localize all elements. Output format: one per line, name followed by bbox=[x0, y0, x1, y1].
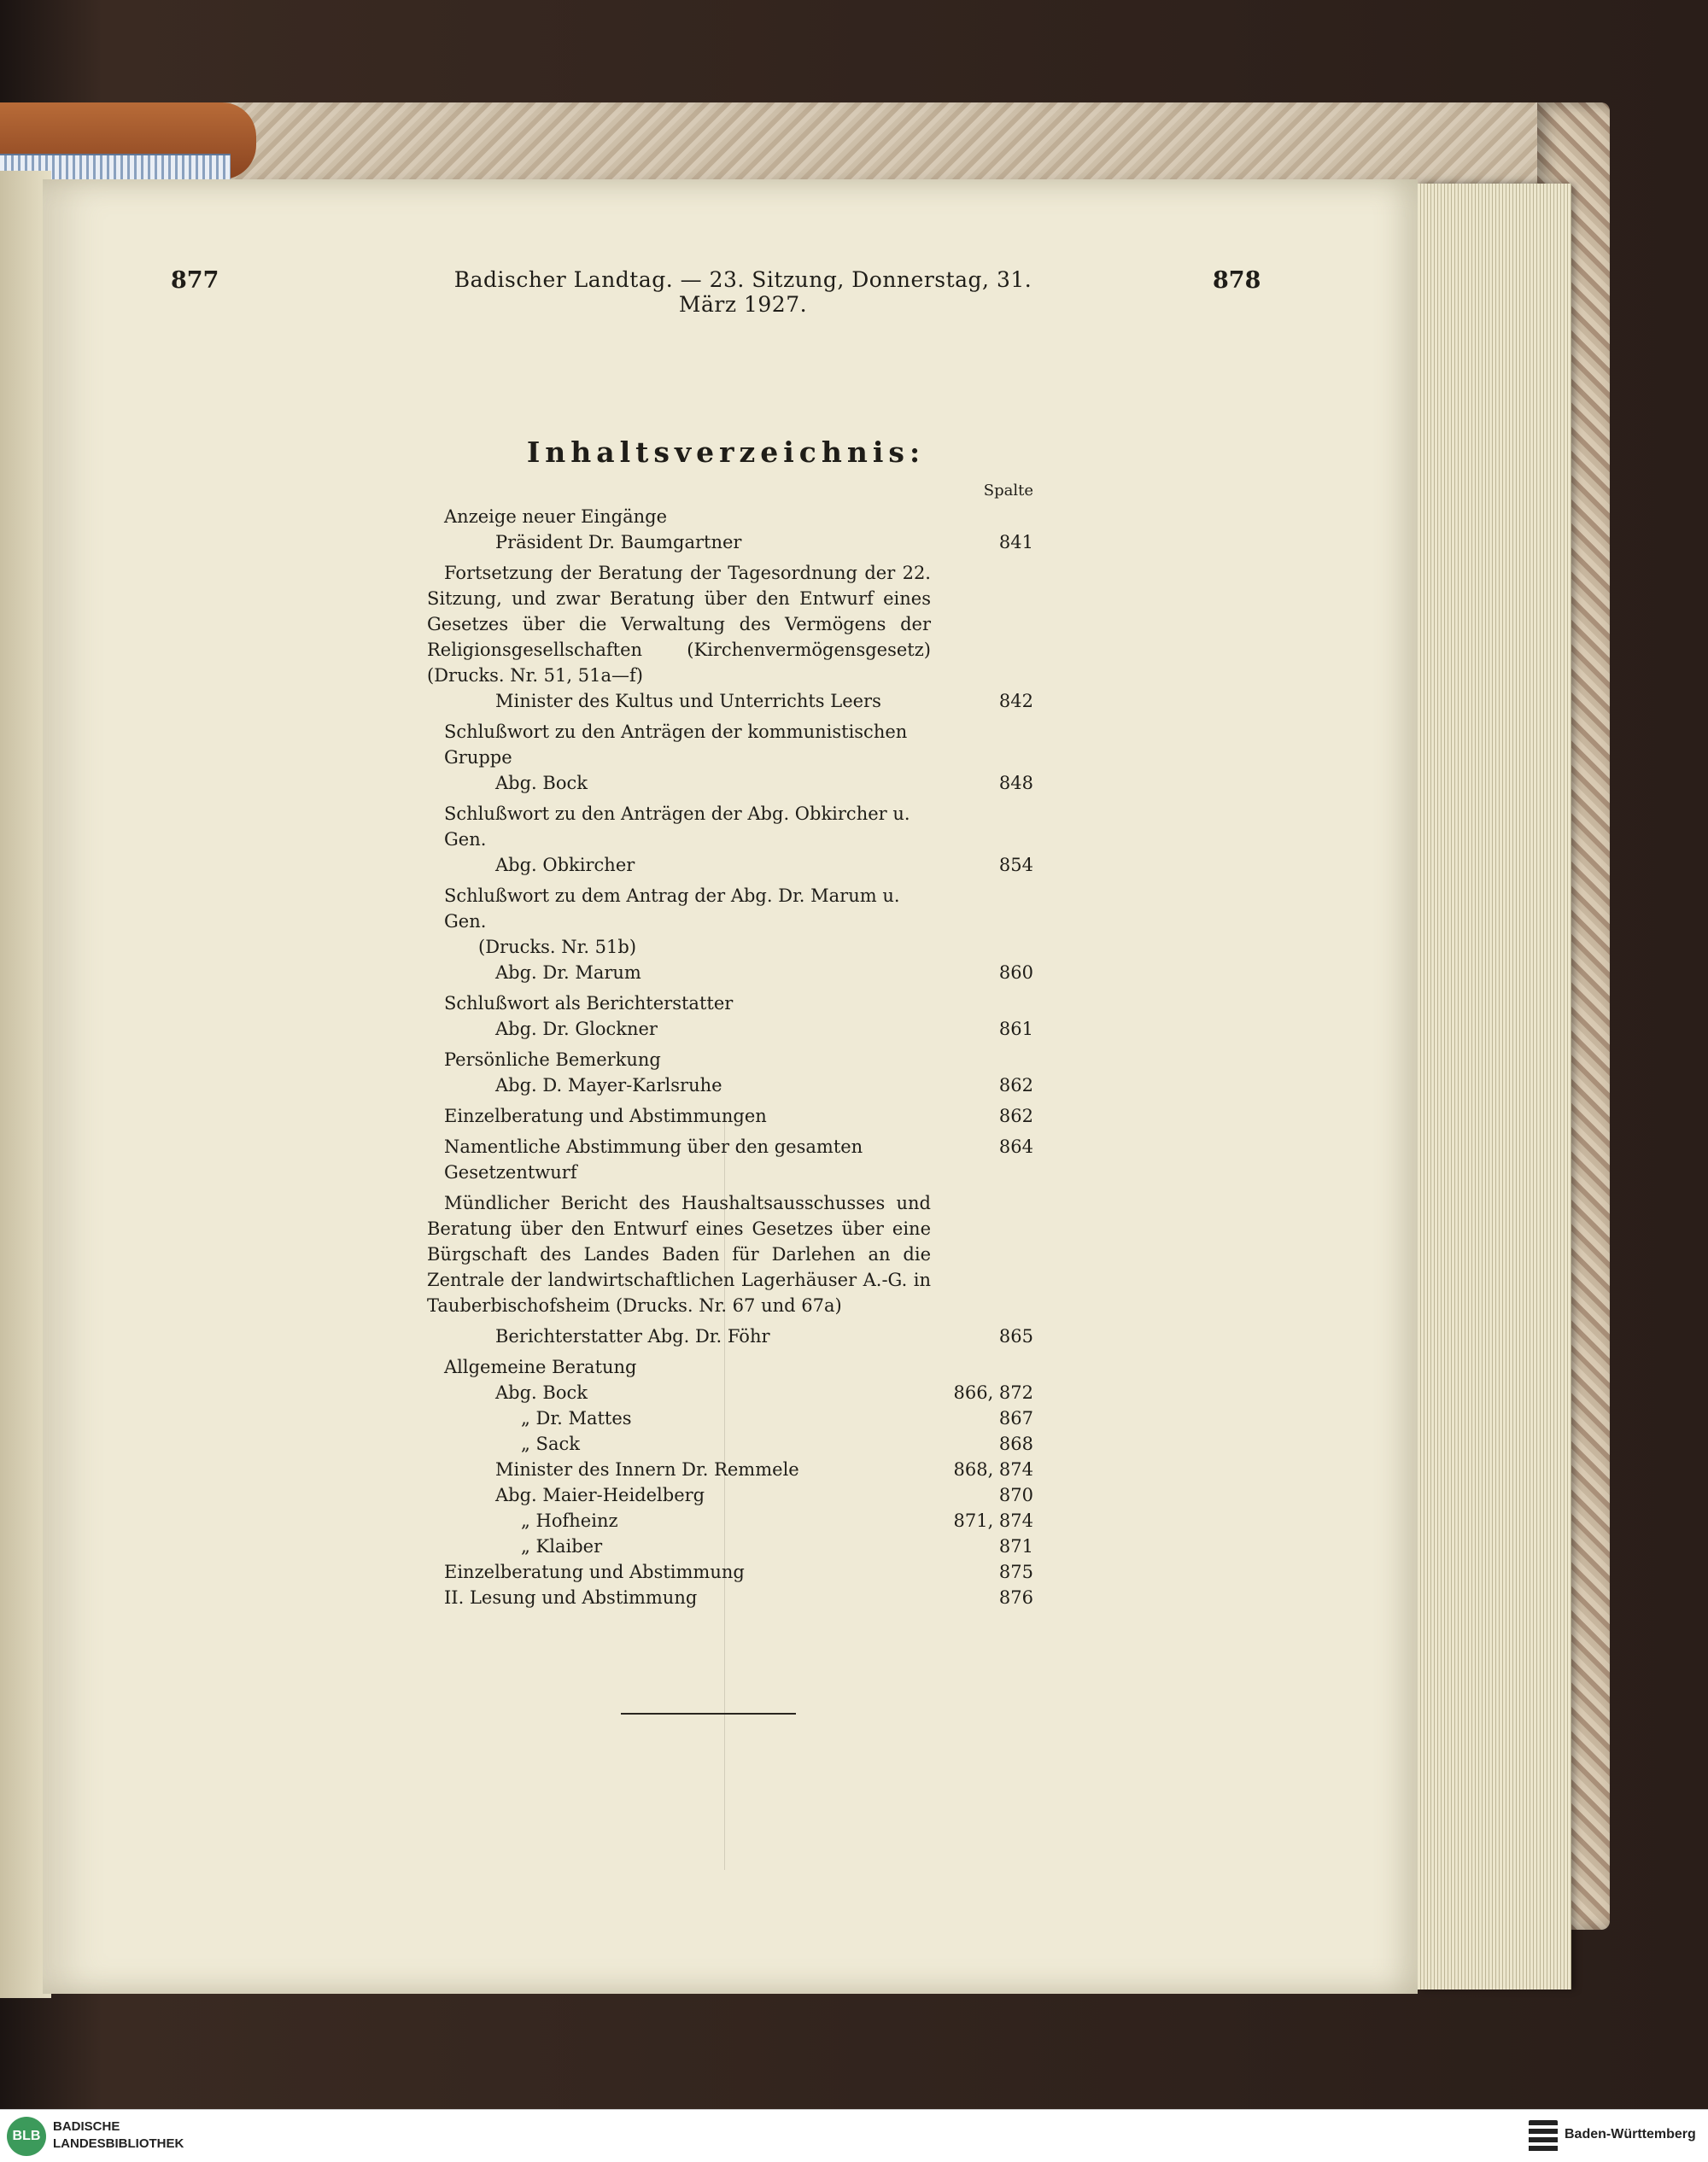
toc-entry bbox=[427, 1354, 1033, 1380]
running-head bbox=[43, 267, 1418, 317]
column-header bbox=[427, 478, 1033, 504]
toc-entry bbox=[427, 1134, 1033, 1185]
toc-entry bbox=[427, 801, 1033, 852]
toc-entry-col: 871, 874 bbox=[953, 1510, 1033, 1531]
closing-rule bbox=[621, 1713, 796, 1715]
toc-entry-text: Fortsetzung der Beratung der Tagesordnung der 22. Sitzung, und zwar Beratung über den Entwurf eines Gesetzes über die Verwaltung des Vermögens der Religionsgesellschaften (Kirchenvermögensgesetz) (Drucks. Nr. 51, 51a—f) bbox=[427, 563, 931, 686]
toc-entry bbox=[427, 1534, 1033, 1559]
toc-entry-text: Einzelberatung und Abstimmungen bbox=[444, 1106, 767, 1126]
toc-entry-col: 867 bbox=[998, 1408, 1033, 1429]
toc-entry-col: 868, 874 bbox=[953, 1459, 1033, 1480]
page-number-right: 878 bbox=[1213, 267, 1261, 294]
toc-entry bbox=[427, 1190, 1033, 1318]
toc-entry-text: Abg. Bock bbox=[495, 773, 588, 793]
toc-entry-col: 866, 872 bbox=[953, 1382, 1033, 1403]
toc-entry bbox=[427, 934, 1033, 960]
library-name-line1: BADISCHE bbox=[53, 2119, 120, 2134]
toc-entry-col: 864 bbox=[998, 1137, 1033, 1157]
toc-entry bbox=[427, 1323, 1033, 1349]
toc-entry bbox=[427, 1380, 1033, 1405]
toc-entry-text: Abg. Maier-Heidelberg bbox=[495, 1485, 705, 1505]
toc-entry-col: 875 bbox=[998, 1562, 1033, 1582]
toc-entry-text: II. Lesung und Abstimmung bbox=[444, 1587, 698, 1608]
toc-entry bbox=[427, 560, 1033, 688]
toc-entry-text: Schlußwort als Berichterstatter bbox=[444, 993, 734, 1014]
toc-entry bbox=[427, 1047, 1033, 1072]
toc-entry-col: 854 bbox=[998, 855, 1033, 875]
page-edges bbox=[1418, 184, 1571, 1990]
library-name-line2: LANDESBIBLIOTHEK bbox=[53, 2136, 184, 2151]
toc-entry-text: Berichterstatter Abg. Dr. Föhr bbox=[495, 1326, 770, 1347]
toc-entry-text: Namentliche Abstimmung über den gesamten Gesetzentwurf bbox=[444, 1137, 863, 1183]
toc-entry-text: Minister des Kultus und Unterrichts Leers bbox=[495, 691, 881, 711]
library-name bbox=[53, 2118, 184, 2153]
toc-entry-text: Allgemeine Beratung bbox=[444, 1357, 637, 1377]
toc-entry bbox=[427, 990, 1033, 1016]
toc-entry-col: 861 bbox=[998, 1019, 1033, 1039]
state-name: Baden-Württemberg bbox=[1565, 2127, 1696, 2142]
footer-bar bbox=[0, 2109, 1708, 2162]
toc-title: Inhaltsverzeichnis: bbox=[526, 435, 926, 469]
toc-entry-text: Schlußwort zu dem Antrag der Abg. Dr. Marum u. Gen. bbox=[444, 885, 900, 932]
toc-entry-col: 870 bbox=[998, 1485, 1033, 1505]
toc-entry-text: Persönliche Bemerkung bbox=[444, 1049, 661, 1070]
toc-entry-col: 848 bbox=[998, 773, 1033, 793]
toc-entry bbox=[427, 1482, 1033, 1508]
toc-entry bbox=[427, 1072, 1033, 1098]
toc-entry-text: (Drucks. Nr. 51b) bbox=[478, 937, 637, 957]
toc-entry-text: Minister des Innern Dr. Remmele bbox=[495, 1459, 799, 1480]
running-title: Badischer Landtag. — 23. Sitzung, Donnerstag, 31. März 1927. bbox=[453, 267, 1032, 317]
toc-entry-text: Mündlicher Bericht des Haushaltsausschusses und Beratung über den Entwurf eines Gesetzes über eine Bürgschaft des Landes Baden für Darlehen an die Zentrale der landwirtschaftlichen Lagerhäuser A.-G. in Tauberbischofsheim (Drucks. Nr. 67 und 67a) bbox=[427, 1193, 931, 1316]
toc-entry-text: Abg. Dr. Marum bbox=[495, 962, 641, 983]
toc-entry-text: Anzeige neuer Eingänge bbox=[444, 506, 667, 527]
toc-entry bbox=[427, 883, 1033, 934]
toc-entry-text: Abg. Obkircher bbox=[495, 855, 635, 875]
toc-entry-text: „ Dr. Mattes bbox=[521, 1408, 632, 1429]
toc-entry-col: 868 bbox=[998, 1434, 1033, 1454]
toc-entry bbox=[427, 529, 1033, 555]
toc-entry-text: „ Klaiber bbox=[521, 1536, 603, 1557]
toc-entry-col: 871 bbox=[998, 1536, 1033, 1557]
toc-entry-col: 860 bbox=[998, 962, 1033, 983]
toc-entry bbox=[427, 719, 1033, 770]
toc-list bbox=[427, 478, 1033, 1610]
bw-coat-of-arms-icon bbox=[1529, 2120, 1558, 2153]
toc-entry-text: Präsident Dr. Baumgartner bbox=[495, 532, 742, 552]
toc-entry-text: Schlußwort zu den Anträgen der Abg. Obkircher u. Gen. bbox=[444, 803, 910, 850]
toc-entry bbox=[427, 1508, 1033, 1534]
toc-entry bbox=[427, 688, 1033, 714]
book-page bbox=[43, 179, 1418, 1994]
toc-entry bbox=[427, 1405, 1033, 1431]
toc-entry bbox=[427, 1457, 1033, 1482]
toc-entry bbox=[427, 960, 1033, 985]
toc-entry bbox=[427, 1585, 1033, 1610]
toc-entry bbox=[427, 770, 1033, 796]
toc-entry-text: Abg. D. Mayer-Karlsruhe bbox=[495, 1075, 722, 1096]
toc-entry bbox=[427, 1103, 1033, 1129]
toc-entry-col: 865 bbox=[998, 1326, 1033, 1347]
toc-entry bbox=[427, 1559, 1033, 1585]
toc-entry bbox=[427, 504, 1033, 529]
toc-entry bbox=[427, 1431, 1033, 1457]
blb-logo-icon[interactable]: BLB bbox=[7, 2117, 46, 2156]
toc-entry-text: „ Sack bbox=[521, 1434, 580, 1454]
toc-entry-col: 862 bbox=[998, 1106, 1033, 1126]
toc-entry-col: 842 bbox=[998, 691, 1033, 711]
bleed-through-column-rule bbox=[724, 1119, 725, 1870]
column-label: Spalte bbox=[983, 482, 1033, 500]
toc-entry-text: „ Hofheinz bbox=[521, 1510, 618, 1531]
page-number-left: 877 bbox=[171, 267, 219, 294]
toc-entry-col: 862 bbox=[998, 1075, 1033, 1096]
toc-entry-text: Abg. Bock bbox=[495, 1382, 588, 1403]
toc-entry bbox=[427, 1016, 1033, 1042]
toc-entry-text: Abg. Dr. Glockner bbox=[495, 1019, 658, 1039]
toc-entry-text: Einzelberatung und Abstimmung bbox=[444, 1562, 745, 1582]
toc-entry-col: 876 bbox=[998, 1587, 1033, 1608]
toc-entry-text: Schlußwort zu den Anträgen der kommunistischen Gruppe bbox=[444, 722, 908, 768]
toc-entry-col: 841 bbox=[998, 532, 1033, 552]
toc-entry bbox=[427, 852, 1033, 878]
